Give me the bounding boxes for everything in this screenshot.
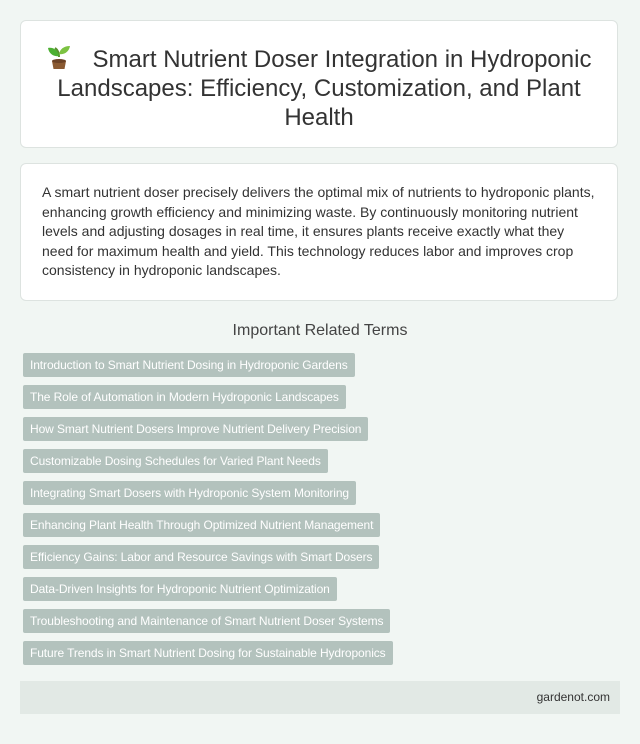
- list-item: [23, 545, 393, 569]
- list-item: [23, 385, 393, 409]
- footer-site-link[interactable]: gardenot.com: [536, 690, 610, 704]
- term-link[interactable]: Customizable Dosing Schedules for Varied Plant Needs: [23, 449, 328, 473]
- term-link[interactable]: The Role of Automation in Modern Hydroponic Landscapes: [23, 385, 346, 409]
- list-item: [23, 609, 393, 633]
- sprout-icon: [47, 44, 71, 70]
- list-item: [23, 417, 393, 441]
- term-link[interactable]: How Smart Nutrient Dosers Improve Nutrient Delivery Precision: [23, 417, 368, 441]
- title-card: [20, 20, 618, 148]
- summary-card: [20, 163, 618, 301]
- page-title: [21, 44, 617, 132]
- term-link[interactable]: Future Trends in Smart Nutrient Dosing for Sustainable Hydroponics: [23, 641, 393, 665]
- term-link[interactable]: Efficiency Gains: Labor and Resource Savings with Smart Dosers: [23, 545, 379, 569]
- term-link[interactable]: Introduction to Smart Nutrient Dosing in Hydroponic Gardens: [23, 353, 355, 377]
- term-link[interactable]: Integrating Smart Dosers with Hydroponic System Monitoring: [23, 481, 356, 505]
- term-link[interactable]: Data-Driven Insights for Hydroponic Nutrient Optimization: [23, 577, 337, 601]
- related-terms-list: [23, 353, 393, 673]
- term-link[interactable]: Enhancing Plant Health Through Optimized Nutrient Management: [23, 513, 380, 537]
- list-item: [23, 641, 393, 665]
- list-item: [23, 577, 393, 601]
- term-link[interactable]: Troubleshooting and Maintenance of Smart Nutrient Doser Systems: [23, 609, 390, 633]
- list-item: [23, 449, 393, 473]
- list-item: [23, 513, 393, 537]
- footer: [20, 681, 620, 714]
- list-item: [23, 353, 393, 377]
- list-item: [23, 481, 393, 505]
- summary-text: A smart nutrient doser precisely delivers the optimal mix of nutrients to hydroponic plants, enhancing growth efficiency and minimizing waste. By continuously monitoring nutrient levels and adjusting dosages in real time, it ensures plants receive exactly what they need for maximum health and yield. This technology reduces labor and improves crop consistency in hydroponic landscapes.: [42, 184, 595, 278]
- related-terms-heading: Important Related Terms: [232, 322, 408, 339]
- page-title-text: Smart Nutrient Doser Integration in Hydroponic Landscapes: Efficiency, Customization, and Plant Health: [57, 46, 592, 131]
